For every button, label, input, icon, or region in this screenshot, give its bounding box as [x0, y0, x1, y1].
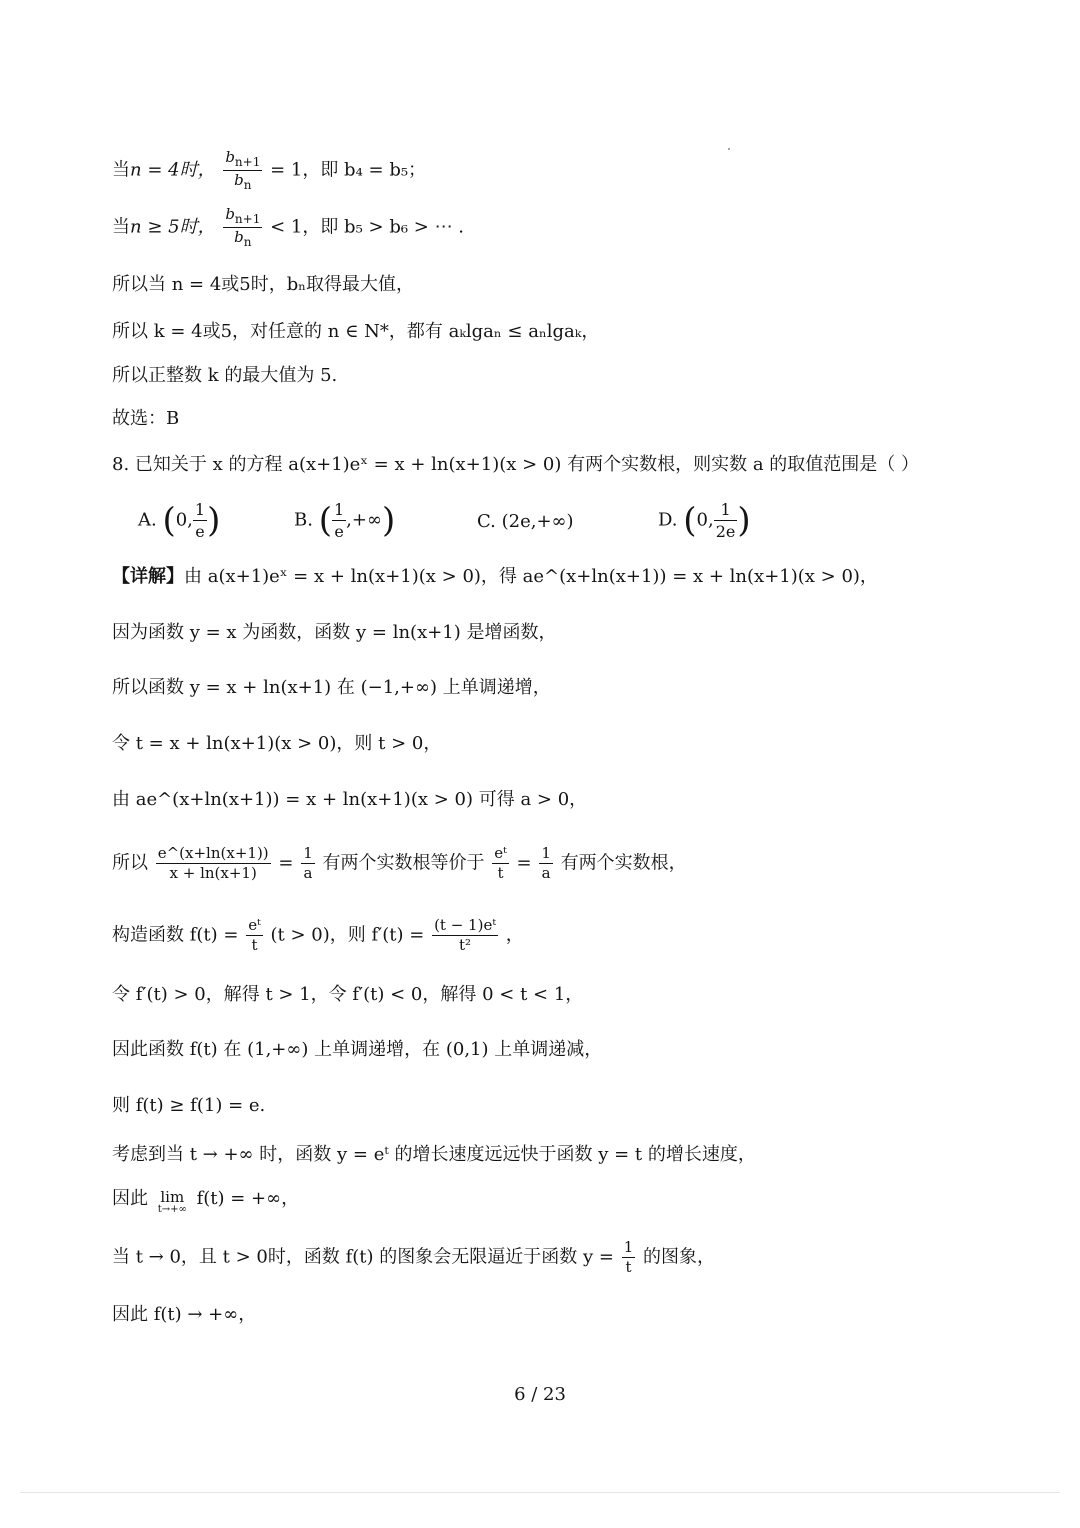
question-8: 8. 已知关于 x 的方程 a(x+1)eˣ = x + ln(x+1)(x > 0) 有两个实数根，则实数 a 的取值范围是（ ）: [112, 454, 920, 475]
fraction: [432, 918, 498, 953]
paren-left: (: [162, 500, 176, 541]
text: 有两个实数根等价于: [322, 852, 485, 874]
line-approach: [112, 1240, 715, 1275]
denominator: t: [497, 864, 504, 882]
subscript: n: [243, 178, 252, 192]
numerator: eᵗ: [248, 916, 261, 934]
line-n-ge-5: [112, 207, 464, 248]
numerator: eᵗ: [494, 844, 507, 862]
numerator: 1: [541, 844, 551, 862]
text: 当: [112, 159, 130, 181]
fraction-b-ratio: [223, 150, 262, 191]
paren-right: ): [381, 500, 396, 541]
subscript: n+1: [234, 155, 261, 169]
line-n-equals-4: [112, 150, 426, 191]
divider: [20, 1492, 1060, 1493]
text: 构造函数 f(t) =: [112, 924, 239, 946]
option-label: C.: [477, 511, 496, 532]
limit-operator: [156, 1190, 189, 1215]
denominator: e: [334, 522, 344, 541]
denominator: x + ln(x+1): [169, 864, 257, 882]
fraction: [539, 846, 553, 881]
page-number: 6 / 23: [514, 1384, 566, 1405]
line-solve-derivative: 令 f′(t) > 0，解得 t > 1，令 f′(t) < 0，解得 0 < t < 1，: [112, 984, 584, 1005]
text: n = 4时，: [130, 159, 216, 181]
line-monotonic-intervals: 因此函数 f(t) 在 (1,+∞) 上单调递增，在 (0,1) 上单调递减，: [112, 1039, 603, 1060]
line-a-positive: 由 ae^(x+ln(x+1)) = x + ln(x+1)(x > 0) 可得 a > 0，: [112, 789, 588, 810]
option-label: B.: [294, 509, 313, 531]
option-b: [294, 500, 395, 541]
option-d: [658, 500, 751, 541]
subscript: n+1: [234, 212, 261, 226]
option-label: D.: [658, 509, 678, 531]
paren-right: ): [207, 500, 221, 541]
numerator: 1: [714, 500, 738, 521]
fraction: [246, 918, 263, 953]
text: ，: [505, 924, 524, 946]
numerator: b: [225, 205, 235, 223]
line-limit: [112, 1190, 299, 1215]
numerator: 1: [303, 844, 313, 862]
fraction: [492, 846, 509, 881]
text: 的图象，: [642, 1246, 715, 1268]
text: (t > 0)，则 f′(t) =: [270, 924, 425, 946]
denominator: t: [625, 1258, 632, 1276]
numerator: e^(x+ln(x+1)): [157, 844, 269, 862]
denominator: b: [234, 171, 244, 189]
option-text: 0,: [175, 509, 193, 531]
option-label: A.: [138, 509, 157, 531]
subscript: n: [243, 235, 252, 249]
line-construct-f: [112, 918, 524, 953]
detail-label: 【详解】: [112, 566, 184, 587]
text: = 1，即 b₄ = b₅；: [270, 159, 427, 181]
line-minimum: 则 f(t) ≥ f(1) = e.: [112, 1095, 266, 1116]
text: =: [278, 852, 294, 874]
numerator: b: [225, 148, 235, 166]
numerator: 1: [333, 500, 345, 519]
text: 由 a(x+1)eˣ = x + ln(x+1)(x > 0)，得 ae^(x+ln(x+1)) = x + ln(x+1)(x > 0)，: [184, 566, 878, 587]
fraction: [156, 846, 271, 881]
numerator: 1: [623, 1238, 634, 1256]
line-monotonic: 所以函数 y = x + ln(x+1) 在 (−1,+∞) 上单调递增，: [112, 677, 551, 698]
text: < 1，即 b₅ > b₆ > ⋯ .: [270, 216, 465, 238]
fraction: [193, 500, 207, 541]
fraction: [622, 1240, 636, 1275]
fraction: [332, 500, 346, 541]
denominator: t: [251, 936, 258, 954]
numerator: 1: [194, 500, 206, 519]
line-let-t: 令 t = x + ln(x+1)(x > 0)，则 t > 0，: [112, 733, 442, 754]
denominator: b: [234, 228, 244, 246]
text: n ≥ 5时，: [130, 216, 216, 238]
option-text: ,+∞: [346, 509, 382, 531]
fraction: [714, 500, 738, 541]
line-tends-infinity: 因此 f(t) → +∞，: [112, 1304, 257, 1325]
text: 当: [112, 216, 130, 238]
line-max-bn: 所以当 n = 4或5时，bₙ取得最大值，: [112, 274, 415, 295]
fraction: [301, 846, 315, 881]
numerator: (t − 1)eᵗ: [434, 916, 497, 934]
lim-subscript: t→+∞: [157, 1204, 187, 1215]
paren-left: (: [683, 500, 697, 541]
fraction-b-ratio: [223, 207, 262, 248]
option-c: [477, 511, 574, 532]
line-growth-rate: 考虑到当 t → +∞ 时，函数 y = eᵗ 的增长速度远远快于函数 y = t 的增长速度，: [112, 1144, 756, 1165]
text: 当 t → 0，且 t > 0时，函数 f(t) 的图象会无限逼近于函数 y =: [112, 1246, 614, 1268]
denominator: a: [303, 864, 313, 882]
denominator: e: [195, 522, 205, 541]
line-equivalence: [112, 846, 687, 881]
paren-right: ): [737, 500, 751, 541]
line-max-k: 所以正整数 k 的最大值为 5.: [112, 365, 338, 386]
option-text: 0,: [696, 509, 714, 531]
option-text: (2e,+∞): [501, 511, 574, 532]
paren-left: (: [318, 500, 332, 541]
detail-line: [112, 568, 878, 586]
denominator: a: [541, 864, 551, 882]
text: 因此: [112, 1188, 148, 1209]
text: =: [516, 852, 532, 874]
lim-text: lim: [160, 1188, 185, 1206]
line-k-value: 所以 k = 4或5，对任意的 n ∈ N*，都有 aₖlgaₙ ≤ aₙlgaₖ，: [112, 321, 600, 342]
text: f(t) = +∞，: [196, 1188, 300, 1209]
text: 有两个实数根，: [560, 852, 687, 874]
text: 所以: [112, 852, 148, 874]
line-answer: 故选：B: [112, 408, 180, 429]
scan-speck: [728, 148, 730, 150]
line-increasing-functions: 因为函数 y = x 为函数，函数 y = ln(x+1) 是增函数，: [112, 622, 557, 643]
denominator: t²: [459, 936, 472, 954]
denominator: 2e: [715, 522, 736, 541]
option-a: [138, 500, 220, 541]
